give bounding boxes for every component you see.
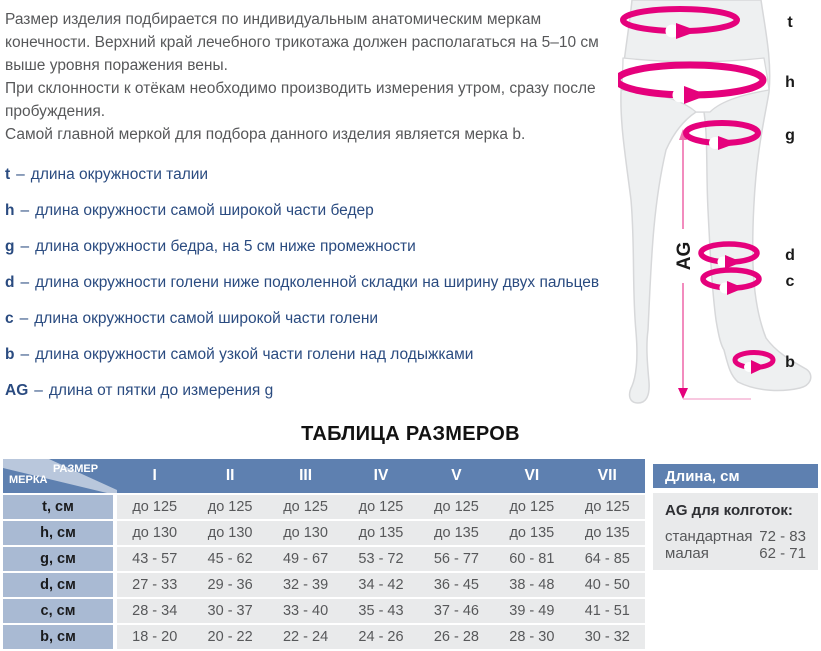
measure-item [5,229,623,265]
legs-figure-svg [618,0,821,432]
row-measure-label: h, см [3,521,113,545]
size-value-cell: до 130 [207,525,253,541]
row-values [117,547,645,571]
table-row [3,599,645,623]
row-measure-label: t, см [3,495,113,519]
size-value-cell: 36 - 45 [433,577,479,593]
measure-dash: – [20,238,30,255]
size-column-header: VI [524,467,540,484]
size-value-cell: 39 - 49 [509,603,555,619]
size-value-cell: 24 - 26 [358,629,404,645]
row-values [117,521,645,545]
table-row [3,495,645,519]
size-value-cell: 22 - 24 [282,629,329,645]
measure-item [5,373,623,409]
size-column-header: IV [373,467,389,484]
intro-paragraph-1: Размер изделия подбирается по индивидуальным анатомическим меркам конечности. Верхний край лечебного трикотажа должен располагаться на 5–10 см выше уровня поражения вены. [5,11,599,74]
row-values [117,625,645,649]
intro-paragraph-2: При склонности к отёкам необходимо производить измерения утром, сразу после пробуждения. [5,80,596,120]
size-value-cell: 27 - 33 [132,577,178,593]
measure-key: c [5,310,14,327]
size-value-cell: 33 - 40 [282,603,329,619]
size-value-cell: 56 - 77 [433,551,479,567]
measure-key: d [5,274,15,291]
size-value-cell: 20 - 22 [207,629,253,645]
size-value-cell: 30 - 37 [207,603,253,619]
diagram-label-d: d [785,247,795,264]
measure-item [5,193,623,229]
size-value-cell: 41 - 51 [584,603,630,619]
length-row-value: 72 - 83 [759,527,806,545]
measure-item [5,301,623,337]
length-row [665,545,806,562]
measure-key: AG [5,382,29,399]
row-values [117,495,645,519]
measure-key: t [5,166,11,183]
measure-desc: длина окружности талии [30,166,209,183]
size-value-cell: 40 - 50 [584,577,630,593]
measure-item [5,265,623,301]
row-measure-label: b, см [3,625,113,649]
size-value-cell: до 135 [358,525,404,541]
size-value-cell: до 125 [584,499,630,515]
measure-desc: длина окружности самой узкой части голени над лодыжками [35,346,474,363]
size-column-header: I [152,467,157,484]
size-column-header: V [451,467,462,484]
size-value-cell: 45 - 62 [207,551,253,567]
size-table-body [3,495,645,649]
measure-dash: – [20,274,30,291]
size-value-cell: 43 - 57 [132,551,178,567]
diagram-label-g: g [785,127,795,144]
size-value-cell: 18 - 20 [132,629,178,645]
measure-dash: – [19,310,29,327]
size-value-cell: 37 - 46 [433,603,479,619]
size-value-cell: до 125 [132,499,178,515]
size-column-header: VII [597,467,617,484]
measure-dash: – [20,202,30,219]
size-column-headers [117,459,645,493]
key-measure-note: Самой главной меркой для подбора данного изделия является мерка b. [5,126,526,143]
length-row-label: малая [665,544,709,562]
table-row [3,625,645,649]
measure-desc: длина окружности самой широкой части бедер [35,202,374,219]
intro-text-block [5,0,623,409]
measure-desc: длина от пятки до измерения g [48,382,274,399]
corner-size-label: РАЗМЕР [53,463,99,475]
size-value-cell: 28 - 34 [132,603,178,619]
size-value-cell: 29 - 36 [207,577,253,593]
length-row-value: 62 - 71 [759,544,806,562]
measurement-diagram [618,0,821,432]
size-value-cell: до 135 [584,525,630,541]
size-value-cell: до 130 [132,525,178,541]
size-value-cell: до 125 [358,499,404,515]
table-row [3,547,645,571]
corner-measure-label: МЕРКА [9,474,48,486]
measure-dash: – [20,346,30,363]
measure-desc: длина окружности бедра, на 5 см ниже промежности [35,238,416,255]
row-values [117,573,645,597]
table-row [3,521,645,545]
size-table-corner-cell [3,459,117,493]
size-value-cell: 64 - 85 [584,551,630,567]
size-value-cell: до 135 [509,525,555,541]
row-measure-label: c, см [3,599,113,623]
diagram-label-b: b [785,354,795,371]
size-value-cell: 32 - 39 [282,577,329,593]
length-panel-rows [665,528,806,562]
row-values [117,599,645,623]
size-table-header-row [3,459,645,493]
size-value-cell: до 125 [509,499,555,515]
size-value-cell: до 135 [434,525,479,541]
size-value-cell: до 130 [283,525,328,541]
length-panel-body [653,493,818,570]
size-value-cell: 26 - 28 [433,629,479,645]
size-table [3,459,645,651]
length-panel [653,464,818,570]
size-value-cell: 35 - 43 [358,603,404,619]
size-value-cell: до 125 [207,499,253,515]
measure-definitions-list [5,157,623,409]
size-value-cell: 49 - 67 [282,551,329,567]
measure-item [5,157,623,193]
size-value-cell: 28 - 30 [509,629,555,645]
row-measure-label: d, см [3,573,113,597]
size-table-title: ТАБЛИЦА РАЗМЕРОВ [301,423,520,445]
measure-dash: – [34,382,43,399]
diagram-label-t: t [787,14,793,31]
size-value-cell: до 125 [434,499,479,515]
length-panel-header: Длина, см [653,464,818,488]
size-value-cell: 53 - 72 [358,551,404,567]
measure-desc: длина окружности голени ниже подколенной складки на ширину двух пальцев [35,274,600,291]
length-row [665,528,806,545]
table-row [3,573,645,597]
measure-dash: – [16,166,25,183]
measure-key: g [5,238,15,255]
size-value-cell: 34 - 42 [358,577,404,593]
size-value-cell: 30 - 32 [584,629,630,645]
size-value-cell: 38 - 48 [509,577,555,593]
size-column-header: III [299,467,313,484]
diagram-label-c: c [785,273,795,290]
size-value-cell: до 125 [283,499,328,515]
length-panel-subtitle: AG для колготок: [665,501,793,519]
measure-desc: длина окружности самой широкой части голени [34,310,379,327]
size-column-header: II [225,467,235,484]
size-value-cell: 60 - 81 [509,551,555,567]
row-measure-label: g, см [3,547,113,571]
length-row-label: стандартная [665,527,753,545]
measure-key: h [5,202,15,219]
measure-item [5,337,623,373]
measure-key: b [5,346,15,363]
ag-label: AG [674,241,695,271]
diagram-label-h: h [785,74,795,91]
